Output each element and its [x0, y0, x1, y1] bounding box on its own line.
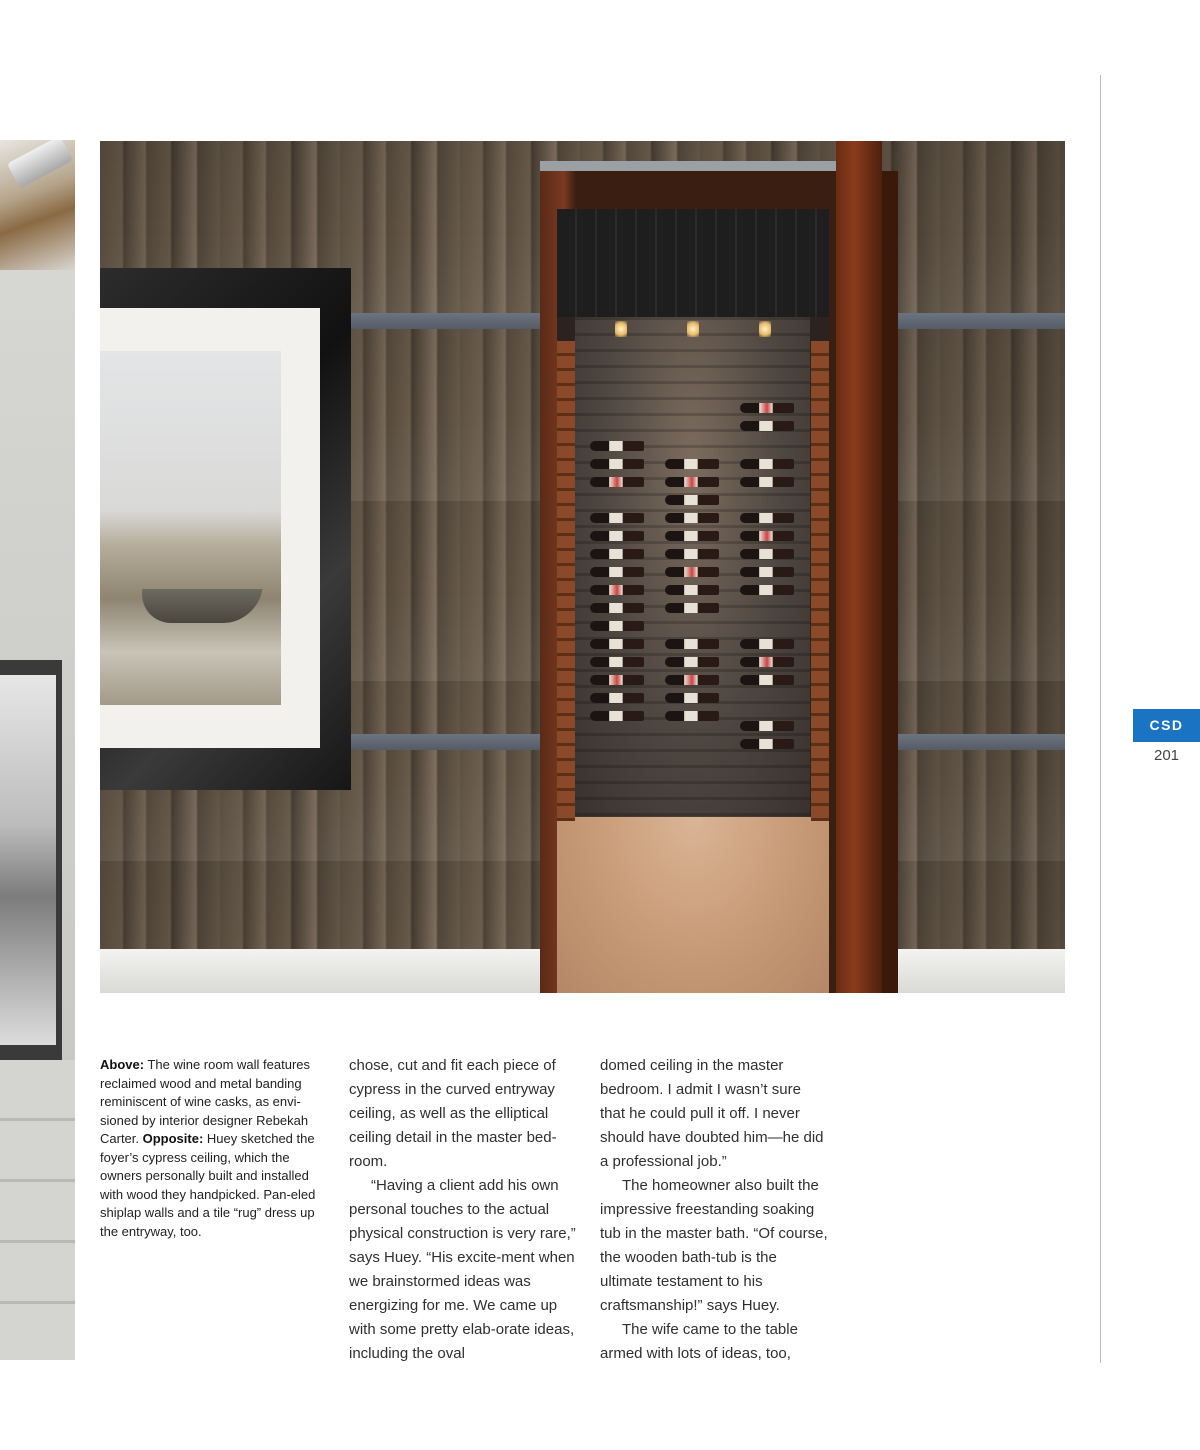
- wine-bottle: [665, 549, 719, 559]
- wine-column-left: [603, 321, 639, 801]
- marsh-photograph: [100, 351, 281, 705]
- hex-tile-floor: [557, 817, 829, 993]
- body-column-2: [600, 1054, 830, 1366]
- wine-bottle: [590, 585, 644, 595]
- wine-bottle: [665, 495, 719, 505]
- wine-room-ceiling: [557, 209, 829, 317]
- wine-bottle: [740, 403, 794, 413]
- wine-bottle: [740, 513, 794, 523]
- open-door: [836, 141, 882, 993]
- spotlight: [615, 321, 627, 337]
- wine-bottle: [665, 459, 719, 469]
- wine-bottle: [665, 657, 719, 667]
- wine-bottle: [590, 675, 644, 685]
- margin-rule: [1100, 75, 1101, 1363]
- wine-bottle: [665, 711, 719, 721]
- wine-bottle: [590, 549, 644, 559]
- wine-bottle: [590, 441, 644, 451]
- wine-bottle: [590, 711, 644, 721]
- wine-bottle: [665, 639, 719, 649]
- wine-bottle: [590, 693, 644, 703]
- wine-bottle: [665, 585, 719, 595]
- wine-bottle: [590, 621, 644, 631]
- wine-bottle: [740, 721, 794, 731]
- paragraph: chose, cut and fit each piece of cypress in the curved entryway ceiling, as well as the elliptical ceiling detail in the master bed-room.: [349, 1057, 557, 1170]
- section-tab: CSD: [1133, 709, 1200, 742]
- wine-bottle: [740, 567, 794, 577]
- body-column-1: [349, 1054, 579, 1366]
- wine-bottle: [665, 531, 719, 541]
- wine-bottle: [590, 567, 644, 577]
- side-wine-rack-left: [557, 341, 575, 821]
- wine-bottle: [740, 477, 794, 487]
- paragraph: The wife came to the table armed with lots of ideas, too,: [600, 1321, 798, 1362]
- caption-lead-above: Above:: [100, 1057, 145, 1072]
- paragraph: “Having a client add his own personal touches to the actual physical construction is very rare,” says Huey. “His excite-ment when we brainstormed ideas was energizing for me. We came up with some pretty elab-orate ideas, including the oval: [349, 1177, 576, 1362]
- wine-bottle: [740, 639, 794, 649]
- wine-bottle: [665, 477, 719, 487]
- wine-bottle: [665, 513, 719, 523]
- paragraph: The homeowner also built the impressive freestanding soaking tub in the master bath. “Of course, the wooden bath-tub is the ultimate testament to his craftsmanship!” says Huey.: [600, 1177, 828, 1314]
- wine-bottle: [740, 459, 794, 469]
- wine-bottle: [740, 739, 794, 749]
- caption-text-opposite: Huey sketched the foyer’s cypress ceiling, which the owners personally built and installed with wood they handpicked. Pan-eled shiplap walls and a tile “rug” dress up the entryway, too.: [100, 1131, 316, 1239]
- wine-bottle: [740, 585, 794, 595]
- wine-bottle: [590, 639, 644, 649]
- paragraph: domed ceiling in the master bedroom. I admit I wasn’t sure that he could pull it off. I never should have doubted him—he did a professional job.”: [600, 1057, 824, 1170]
- wine-bottle: [590, 513, 644, 523]
- wine-bottle: [665, 603, 719, 613]
- wine-bottle: [590, 657, 644, 667]
- page-number: 201: [1153, 747, 1180, 764]
- wine-bottle: [590, 459, 644, 469]
- wine-bottle: [740, 549, 794, 559]
- caption-text-above: The wine room wall features reclaimed wood and metal banding reminiscent of wine casks, as envi-sioned by interior designer Rebekah Carter.: [100, 1057, 311, 1146]
- spotlight: [687, 321, 699, 337]
- wine-bottle: [590, 603, 644, 613]
- wine-bottle: [590, 477, 644, 487]
- caption-lead-opposite: Opposite:: [142, 1131, 204, 1146]
- wine-bottle: [665, 567, 719, 577]
- framed-artwork-print: [0, 675, 56, 1045]
- wine-bottle: [740, 675, 794, 685]
- wine-bottle: [590, 531, 644, 541]
- wine-bottle: [740, 657, 794, 667]
- wine-bottle: [665, 693, 719, 703]
- wine-bottle: [665, 675, 719, 685]
- wine-bottle: [740, 421, 794, 431]
- side-wine-rack-right: [811, 341, 829, 821]
- photo-caption: [100, 1056, 330, 1241]
- opposite-page-photo: [0, 140, 75, 1360]
- wine-bottle: [740, 531, 794, 541]
- door-edge: [882, 171, 898, 993]
- wine-room-photo: [100, 141, 1065, 993]
- shiplap-wall: [0, 1060, 75, 1360]
- spotlight: [759, 321, 771, 337]
- wine-column-center: [675, 321, 711, 801]
